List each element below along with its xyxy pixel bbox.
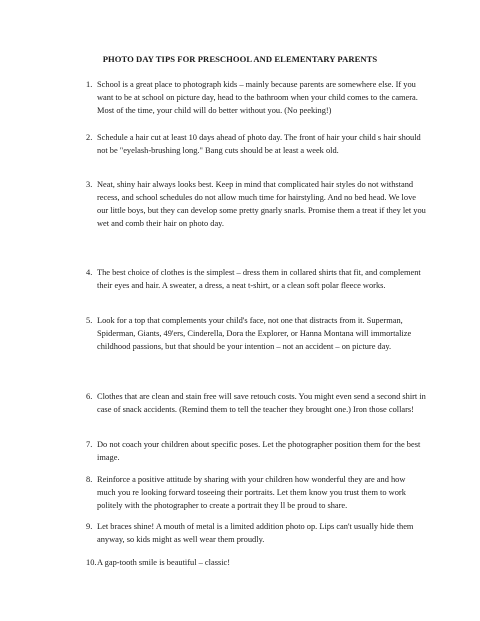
tip-number: 7.: [86, 440, 93, 449]
tip-item: [86, 315, 426, 354]
tip-text: Let braces shine! A mouth of metal is a limited addition photo op. Lips can't usually hide them anyway, so kids might as well wear them proudly.: [97, 522, 414, 544]
tip-text: Do not coach your children about specific poses. Let the photographer position them for the best image.: [97, 440, 421, 462]
tip-text: School is a great place to photograph kids – mainly because parents are somewhere else. If you want to be at school on picture day, head to the bathroom when your child comes to the camera. Most of the time, your child will do better without you. (No peeking!): [97, 80, 418, 115]
tip-text: A gap-tooth smile is beautiful – classic!: [97, 558, 231, 567]
tip-number: 1.: [86, 80, 93, 89]
tip-item: [86, 439, 426, 465]
tip-text: Reinforce a positive attitude by sharing with your children how wonderful they are and how much you re looking forward toseeing their portraits. Let them know you trust them to work politely with the photographer to create a portrait they ll be proud to share.: [97, 475, 406, 510]
tip-number: 3.: [86, 180, 93, 189]
tip-number: 10.: [86, 558, 97, 567]
tip-number: 6.: [86, 392, 93, 401]
tip-item: [86, 132, 426, 158]
tip-item: [86, 474, 426, 513]
tip-text: Clothes that are clean and stain free will save retouch costs. You might even send a second shirt in case of snack accidents. (Remind them to tell the teacher they brought one.) Iron those collars!: [97, 392, 426, 414]
tip-item: [86, 267, 426, 293]
tip-item: [86, 391, 426, 417]
tip-number: 2.: [86, 133, 93, 142]
tip-item: [86, 179, 426, 231]
tip-number: 5.: [86, 316, 93, 325]
tip-text: Schedule a hair cut at least 10 days ahead of photo day. The front of hair your child s hair should not be "eyelash-brushing long." Bang cuts should be at least a week old.: [97, 133, 421, 155]
tip-text: Neat, shiny hair always looks best. Keep in mind that complicated hair styles do not withstand recess, and school schedules do not allow much time for hairstyling. And no bed head. We love our little boys, but they can develop some pretty gnarly snarls. Promise them a treat if they let you wet and comb their hair on photo day.: [97, 180, 426, 228]
tip-item: [86, 79, 426, 118]
tip-number: 4.: [86, 268, 93, 277]
tip-item: [86, 521, 426, 547]
tip-number: 9.: [86, 522, 93, 531]
tip-text: Look for a top that complements your child's face, not one that distracts from it. Superman, Spiderman, Giants, 49'ers, Cinderella, Dora the Explorer, or Hanna Montana will immortalize childhood passions, but that should be your intention – not an accident – on picture day.: [97, 316, 412, 351]
tip-item: [86, 557, 426, 570]
tip-number: 8.: [86, 475, 93, 484]
tip-text: The best choice of clothes is the simplest – dress them in collared shirts that fit, and complement their eyes and hair. A sweater, a dress, a neat t-shirt, or a clean soft polar fleece works.: [97, 268, 421, 290]
document-title: PHOTO DAY TIPS FOR PRESCHOOL AND ELEMENTARY PARENTS: [102, 54, 378, 64]
